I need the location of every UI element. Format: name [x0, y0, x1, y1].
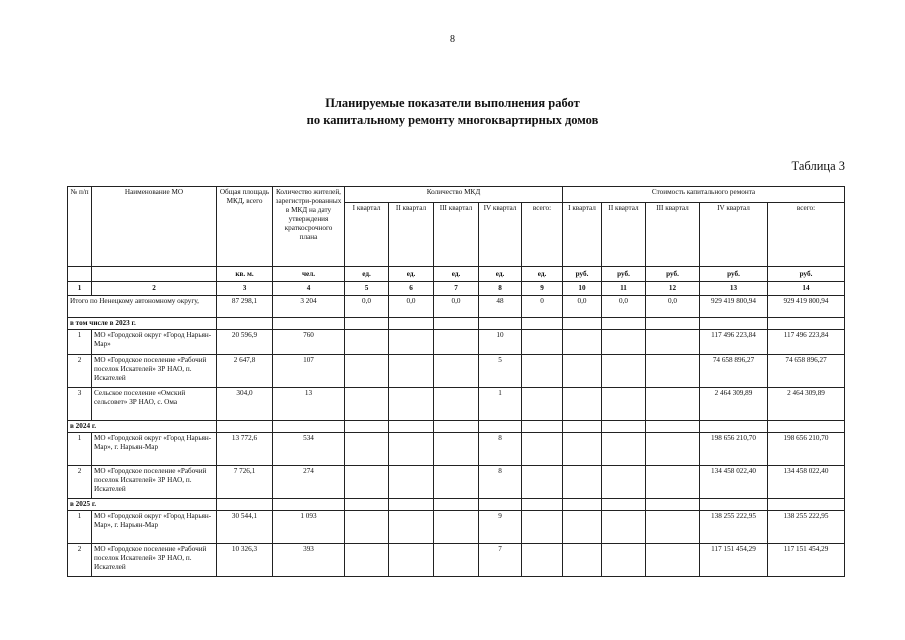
group-header-row — [68, 499, 845, 511]
group-header-row — [68, 318, 845, 330]
table-row — [68, 388, 845, 421]
title-line-2: по капитальному ремонту многоквартирных домов — [306, 113, 599, 127]
residents-value: 1 093 — [273, 511, 345, 544]
unit-cell: ед. — [479, 267, 522, 282]
header-mkd-q2: II квартал — [389, 203, 434, 267]
empty-cell — [273, 421, 345, 433]
unit-cell: руб. — [700, 267, 768, 282]
mkd-q2 — [389, 433, 434, 466]
header-cost-total: всего: — [768, 203, 845, 267]
row-number: 1 — [68, 511, 92, 544]
cost-q3 — [646, 433, 700, 466]
col-number: 3 — [217, 282, 273, 296]
cost-q4: 117 151 454,29 — [700, 544, 768, 577]
row-number: 1 — [68, 330, 92, 355]
mkd-total — [522, 388, 563, 421]
residents-value: 13 — [273, 388, 345, 421]
totals-mkd-q3: 0,0 — [434, 296, 479, 318]
totals-residents: 3 204 — [273, 296, 345, 318]
mkd-q3 — [434, 466, 479, 499]
unit-cell: ед. — [345, 267, 389, 282]
cost-q2 — [602, 544, 646, 577]
unit-cell: руб. — [563, 267, 602, 282]
cost-total: 117 151 454,29 — [768, 544, 845, 577]
mkd-q4: 1 — [479, 388, 522, 421]
header-group-mkd: Количество МКД — [345, 187, 563, 203]
cost-q4: 134 458 022,40 — [700, 466, 768, 499]
empty-cell — [563, 421, 602, 433]
cost-total: 2 464 309,89 — [768, 388, 845, 421]
mo-name: МО «Городской округ «Город Нарьян-Мар», г. Нарьян-Мар — [92, 511, 217, 544]
empty-cell — [563, 499, 602, 511]
cost-q2 — [602, 330, 646, 355]
mo-name: МО «Городской округ «Город Нарьян-Мар» — [92, 330, 217, 355]
col-number: 4 — [273, 282, 345, 296]
area-value: 2 647,8 — [217, 355, 273, 388]
mkd-total — [522, 330, 563, 355]
empty-cell — [273, 318, 345, 330]
mkd-q4: 9 — [479, 511, 522, 544]
mkd-q4: 8 — [479, 433, 522, 466]
area-value: 304,0 — [217, 388, 273, 421]
mkd-q3 — [434, 388, 479, 421]
empty-cell — [273, 499, 345, 511]
mkd-q1 — [345, 355, 389, 388]
totals-name: Итого по Ненецкому автономному округу, — [68, 296, 217, 318]
table-row — [68, 330, 845, 355]
unit-cell: чел. — [273, 267, 345, 282]
empty-cell — [646, 318, 700, 330]
empty-cell — [479, 318, 522, 330]
col-number: 14 — [768, 282, 845, 296]
empty-cell — [389, 499, 434, 511]
totals-row — [68, 296, 845, 318]
mkd-q1 — [345, 433, 389, 466]
col-number: 12 — [646, 282, 700, 296]
cost-q4: 138 255 222,95 — [700, 511, 768, 544]
table-label: Таблица 3 — [791, 159, 845, 173]
unit-cell — [68, 267, 92, 282]
cost-q4: 198 656 210,70 — [700, 433, 768, 466]
residents-value: 760 — [273, 330, 345, 355]
empty-cell — [434, 318, 479, 330]
col-number: 6 — [389, 282, 434, 296]
cost-q1 — [563, 388, 602, 421]
empty-cell — [434, 421, 479, 433]
residents-value: 107 — [273, 355, 345, 388]
residents-value: 534 — [273, 433, 345, 466]
empty-cell — [522, 318, 563, 330]
mkd-total — [522, 355, 563, 388]
empty-cell — [217, 318, 273, 330]
empty-cell — [700, 318, 768, 330]
table-row — [68, 511, 845, 544]
units-row — [68, 267, 845, 282]
cost-q2 — [602, 433, 646, 466]
totals-mkd-q2: 0,0 — [389, 296, 434, 318]
cost-q1 — [563, 466, 602, 499]
empty-cell — [700, 499, 768, 511]
empty-cell — [646, 499, 700, 511]
empty-cell — [479, 421, 522, 433]
cost-q1 — [563, 330, 602, 355]
mkd-q1 — [345, 330, 389, 355]
col-number: 8 — [479, 282, 522, 296]
mkd-q1 — [345, 388, 389, 421]
col-number: 10 — [563, 282, 602, 296]
cost-total: 138 255 222,95 — [768, 511, 845, 544]
totals-area: 87 298,1 — [217, 296, 273, 318]
area-value: 30 544,1 — [217, 511, 273, 544]
mkd-q4: 8 — [479, 466, 522, 499]
mkd-q2 — [389, 544, 434, 577]
cost-q3 — [646, 355, 700, 388]
residents-value: 274 — [273, 466, 345, 499]
mo-name: Сельское поселение «Омский сельсовет» ЗР НАО, с. Ома — [92, 388, 217, 421]
header-cost-q1: I квартал — [563, 203, 602, 267]
totals-cost-total: 929 419 800,94 — [768, 296, 845, 318]
unit-cell: руб. — [646, 267, 700, 282]
mkd-q3 — [434, 330, 479, 355]
area-value: 10 326,3 — [217, 544, 273, 577]
header-cost-q3: III квартал — [646, 203, 700, 267]
empty-cell — [768, 499, 845, 511]
col-number: 5 — [345, 282, 389, 296]
area-value: 7 726,1 — [217, 466, 273, 499]
empty-cell — [389, 421, 434, 433]
header-area: Общая площадь МКД, всего — [217, 187, 273, 267]
empty-cell — [434, 499, 479, 511]
mkd-q2 — [389, 330, 434, 355]
mkd-q1 — [345, 544, 389, 577]
cost-q3 — [646, 544, 700, 577]
cost-q3 — [646, 511, 700, 544]
unit-cell: ед. — [434, 267, 479, 282]
table-row — [68, 433, 845, 466]
mkd-q1 — [345, 511, 389, 544]
mkd-q4: 5 — [479, 355, 522, 388]
cost-q1 — [563, 511, 602, 544]
cost-q1 — [563, 355, 602, 388]
residents-value: 393 — [273, 544, 345, 577]
area-value: 13 772,6 — [217, 433, 273, 466]
row-number: 2 — [68, 544, 92, 577]
title-line-1: Планируемые показатели выполнения работ — [325, 96, 580, 110]
empty-cell — [602, 421, 646, 433]
empty-cell — [602, 499, 646, 511]
empty-cell — [768, 318, 845, 330]
group-header-row — [68, 421, 845, 433]
empty-cell — [646, 421, 700, 433]
mo-name: МО «Городское поселение «Рабочий поселок Искателей» ЗР НАО, п. Искателей — [92, 355, 217, 388]
totals-mkd-total: 0 — [522, 296, 563, 318]
page-number: 8 — [450, 34, 455, 45]
empty-cell — [345, 499, 389, 511]
unit-cell: ед. — [522, 267, 563, 282]
header-cost-q4: IV квартал — [700, 203, 768, 267]
unit-cell: кв. м. — [217, 267, 273, 282]
cost-q3 — [646, 466, 700, 499]
mkd-total — [522, 511, 563, 544]
mkd-q2 — [389, 511, 434, 544]
totals-cost-q2: 0,0 — [602, 296, 646, 318]
totals-mkd-q1: 0,0 — [345, 296, 389, 318]
empty-cell — [345, 421, 389, 433]
totals-cost-q1: 0,0 — [563, 296, 602, 318]
header-cost-q2: II квартал — [602, 203, 646, 267]
document-title — [0, 95, 905, 129]
mkd-q2 — [389, 466, 434, 499]
empty-cell — [522, 421, 563, 433]
totals-cost-q3: 0,0 — [646, 296, 700, 318]
mkd-q2 — [389, 355, 434, 388]
totals-mkd-q4: 48 — [479, 296, 522, 318]
header-group-cost: Стоимость капитального ремонта — [563, 187, 845, 203]
col-number: 11 — [602, 282, 646, 296]
unit-cell: руб. — [768, 267, 845, 282]
empty-cell — [700, 421, 768, 433]
unit-cell: руб. — [602, 267, 646, 282]
header-name: Наименование МО — [92, 187, 217, 267]
group-label: в 2024 г. — [68, 421, 217, 433]
capital-repair-table — [67, 186, 845, 577]
cost-q4: 2 464 309,89 — [700, 388, 768, 421]
cost-q3 — [646, 330, 700, 355]
mkd-q4: 10 — [479, 330, 522, 355]
mo-name: МО «Городское поселение «Рабочий поселок Искателей» ЗР НАО, п. Искателей — [92, 544, 217, 577]
mkd-q3 — [434, 355, 479, 388]
header-mkd-q4: IV квартал — [479, 203, 522, 267]
unit-cell — [92, 267, 217, 282]
empty-cell — [522, 499, 563, 511]
mkd-q2 — [389, 388, 434, 421]
totals-cost-q4: 929 419 800,94 — [700, 296, 768, 318]
table-row — [68, 466, 845, 499]
empty-cell — [563, 318, 602, 330]
cost-total: 198 656 210,70 — [768, 433, 845, 466]
header-mkd-total: всего: — [522, 203, 563, 267]
empty-cell — [479, 499, 522, 511]
cost-q4: 74 658 896,27 — [700, 355, 768, 388]
mkd-total — [522, 433, 563, 466]
row-number: 1 — [68, 433, 92, 466]
header-no: № п/п — [68, 187, 92, 267]
cost-total: 74 658 896,27 — [768, 355, 845, 388]
mkd-q3 — [434, 433, 479, 466]
empty-cell — [768, 421, 845, 433]
row-number: 3 — [68, 388, 92, 421]
column-numbers-row — [68, 282, 845, 296]
cost-q2 — [602, 466, 646, 499]
mkd-total — [522, 466, 563, 499]
empty-cell — [217, 499, 273, 511]
cost-total: 117 496 223,84 — [768, 330, 845, 355]
mkd-q3 — [434, 511, 479, 544]
mo-name: МО «Городское поселение «Рабочий поселок Искателей» ЗР НАО, п. Искателей — [92, 466, 217, 499]
area-value: 20 596,9 — [217, 330, 273, 355]
col-number: 2 — [92, 282, 217, 296]
empty-cell — [389, 318, 434, 330]
cost-q2 — [602, 388, 646, 421]
cost-q2 — [602, 355, 646, 388]
groups-body — [68, 318, 845, 577]
cost-q4: 117 496 223,84 — [700, 330, 768, 355]
group-label: в том числе в 2023 г. — [68, 318, 217, 330]
header-mkd-q1: I квартал — [345, 203, 389, 267]
col-number: 7 — [434, 282, 479, 296]
mkd-total — [522, 544, 563, 577]
cost-total: 134 458 022,40 — [768, 466, 845, 499]
header-mkd-q3: III квартал — [434, 203, 479, 267]
col-number: 1 — [68, 282, 92, 296]
mkd-q1 — [345, 466, 389, 499]
empty-cell — [602, 318, 646, 330]
mkd-q3 — [434, 544, 479, 577]
empty-cell — [345, 318, 389, 330]
row-number: 2 — [68, 466, 92, 499]
col-number: 13 — [700, 282, 768, 296]
row-number: 2 — [68, 355, 92, 388]
mkd-q4: 7 — [479, 544, 522, 577]
empty-cell — [217, 421, 273, 433]
table-row — [68, 544, 845, 577]
col-number: 9 — [522, 282, 563, 296]
unit-cell: ед. — [389, 267, 434, 282]
cost-q1 — [563, 544, 602, 577]
group-label: в 2025 г. — [68, 499, 217, 511]
table-row — [68, 355, 845, 388]
cost-q2 — [602, 511, 646, 544]
mo-name: МО «Городской округ «Город Нарьян-Мар», г. Нарьян-Мар — [92, 433, 217, 466]
header-residents: Количество жителей, зарегистри-рованных в МКД на дату утверждения краткосрочного плана — [273, 187, 345, 267]
cost-q3 — [646, 388, 700, 421]
cost-q1 — [563, 433, 602, 466]
